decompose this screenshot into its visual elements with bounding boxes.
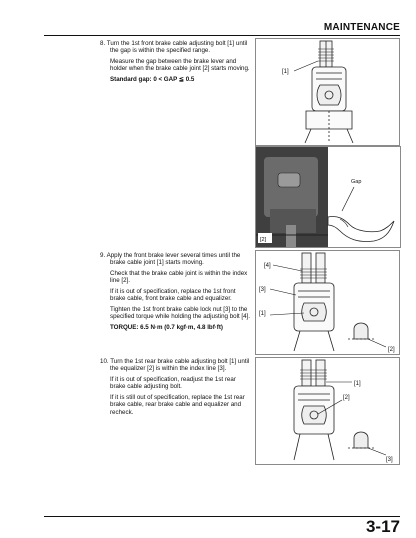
callout-label: [3] [386, 457, 393, 463]
callout-label: [2] [343, 395, 350, 401]
callout-label: [3] [259, 287, 266, 293]
step-8 [100, 40, 250, 87]
step-text: Check that the brake cable joint is within the index line [2]. [110, 269, 248, 285]
step-text: If it is out of specification, readjust the 1st rear brake cable adjusting bolt. [110, 375, 236, 391]
step-text: If it is out of specification, replace the 1st front brake cable, front brake cable and equalizer. [110, 287, 236, 303]
callout-label: [1] [259, 311, 266, 317]
step-number: 9. [100, 252, 106, 259]
figure-cable-joint [255, 250, 400, 355]
spec-text: Standard gap: 0 < GAP ≦ 0.5 [110, 75, 195, 83]
photo-label: Gap [351, 179, 362, 185]
section-title: MAINTENANCE [323, 22, 400, 33]
step-text: Turn the 1st front brake cable adjusting bolt [1] until the gap is within the specified range. [106, 40, 248, 55]
figure-equalizer [255, 357, 400, 465]
figure-front-adjuster [255, 38, 400, 146]
photo-label: [2] [260, 237, 267, 243]
step-text: If it is still out of specification, replace the 1st rear brake cable, rear brake cable and equalizer and recheck. [110, 393, 245, 416]
page-number: 3-17 [365, 517, 400, 536]
footer-rule [44, 516, 400, 517]
step-text: Tighten the 1st front brake cable lock nut [3] to the specified torque while holding the adjusting bolt [4]. [110, 305, 250, 321]
step-number: 10. [100, 358, 109, 365]
callout-label: [2] [388, 347, 395, 353]
spec-text: TORQUE: 6.5 N·m (0.7 kgf·m, 4.8 lbf·ft) [110, 323, 223, 331]
callout-label: [1] [282, 69, 289, 75]
step-number: 8. [100, 40, 106, 47]
step-10 [100, 358, 250, 419]
callout-label: [1] [354, 381, 361, 387]
step-text: Apply the front brake lever several times until the brake cable joint [1] starts moving. [106, 252, 241, 267]
step-text: Turn the 1st rear brake cable adjusting bolt [1] until the equalizer [2] is within the index line [3]. [110, 358, 250, 373]
figure-brake-lever-photo [255, 146, 401, 248]
step-text: Measure the gap between the brake lever and holder when the brake cable joint [2] starts moving. [110, 57, 250, 73]
callout-label: [4] [264, 263, 271, 269]
header-rule [44, 35, 400, 36]
step-9 [100, 252, 250, 335]
